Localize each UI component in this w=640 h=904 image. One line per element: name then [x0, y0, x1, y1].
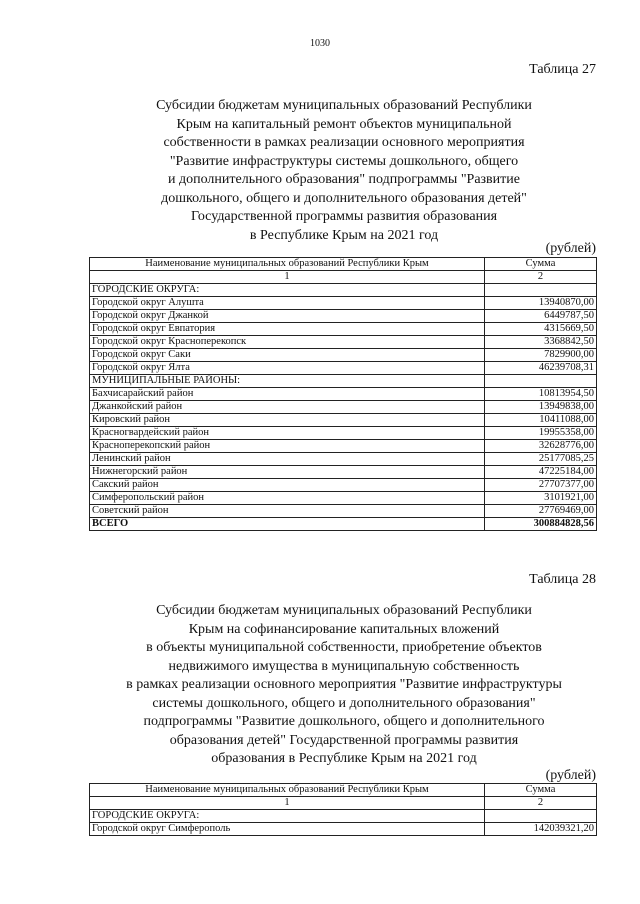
column-header-name: Наименование муниципальных образований Республики Крым — [90, 258, 485, 271]
title-line: дошкольного, общего и дополнительного образования детей" — [161, 190, 527, 206]
table-row — [90, 414, 597, 427]
title-line: образования детей" Государственной программы развития — [169, 732, 519, 748]
amount: 47225184,00 — [485, 466, 597, 479]
amount: 6449787,50 — [485, 310, 597, 323]
table-row — [90, 505, 597, 518]
title-line: в Республике Крым на 2021 год — [249, 227, 439, 243]
municipality-name: Сакский район — [90, 479, 485, 492]
table-row — [90, 310, 597, 323]
title-line: недвижимого имущества в муниципальную собственность — [168, 658, 520, 674]
table-row — [90, 427, 597, 440]
table-row — [90, 810, 597, 823]
table-row — [90, 323, 597, 336]
column-number-row — [90, 797, 597, 810]
column-header-sum: Сумма — [485, 258, 597, 271]
municipality-name: Красногвардейский район — [90, 427, 485, 440]
amount: 10813954,50 — [485, 388, 597, 401]
title-line: образования в Республике Крым на 2021 год — [211, 751, 477, 766]
municipality-name: МУНИЦИПАЛЬНЫЕ РАЙОНЫ: — [90, 375, 485, 388]
table-27-title — [90, 97, 598, 245]
municipality-name: Красноперекопский район — [90, 440, 485, 453]
table-27 — [89, 257, 597, 531]
table-row — [90, 375, 597, 388]
municipality-name: Советский район — [90, 505, 485, 518]
municipality-name: Городской округ Евпатория — [90, 323, 485, 336]
amount: 3368842,50 — [485, 336, 597, 349]
column-header-name: Наименование муниципальных образований Республики Крым — [90, 784, 485, 797]
municipality-name: Бахчисарайский район — [90, 388, 485, 401]
municipality-name: Городской округ Красноперекопск — [90, 336, 485, 349]
title-line: системы дошкольного, общего и дополнительного образования" — [152, 695, 536, 711]
table-row — [90, 440, 597, 453]
amount: 27769469,00 — [485, 505, 597, 518]
table-row — [90, 336, 597, 349]
municipality-name: Городской округ Алушта — [90, 297, 485, 310]
amount: 4315669,50 — [485, 323, 597, 336]
title-line: Субсидии бюджетам муниципальных образований Республики — [156, 98, 532, 113]
amount: 32628776,00 — [485, 440, 597, 453]
amount: 13949838,00 — [485, 401, 597, 414]
municipality-name: Кировский район — [90, 414, 485, 427]
title-line: в объекты муниципальной собственности, приобретение объектов — [146, 640, 542, 655]
municipality-name: Городской округ Джанкой — [90, 310, 485, 323]
table-28 — [89, 783, 597, 836]
amount: 13940870,00 — [485, 297, 597, 310]
amount: 46239708,31 — [485, 362, 597, 375]
title-line: Субсидии бюджетам муниципальных образований Республики — [156, 603, 532, 618]
table-row — [90, 401, 597, 414]
amount: 142039321,20 — [485, 823, 597, 836]
amount: 10411088,00 — [485, 414, 597, 427]
title-line: Крым на софинансирование капитальных вложений — [188, 621, 500, 637]
amount: 27707377,00 — [485, 479, 597, 492]
table-row — [90, 453, 597, 466]
title-line: подпрограммы "Развитие дошкольного, общего и дополнительного — [143, 714, 545, 729]
table-27-units: (рублей) — [545, 241, 596, 256]
title-line: в рамках реализации основного мероприятия "Развитие инфраструктуры — [126, 677, 562, 692]
table-28-units: (рублей) — [545, 768, 596, 783]
table-row — [90, 362, 597, 375]
title-line: "Развитие инфраструктуры системы дошкольного, общего — [169, 153, 519, 169]
title-line: Государственной программы развития образования — [190, 209, 498, 224]
column-number: 2 — [485, 797, 597, 810]
amount — [485, 375, 597, 388]
municipality-name: ГОРОДСКИЕ ОКРУГА: — [90, 284, 485, 297]
amount — [485, 810, 597, 823]
municipality-name: Городской округ Ялта — [90, 362, 485, 375]
table-header-row — [90, 784, 597, 797]
table-row — [90, 479, 597, 492]
amount: 3101921,00 — [485, 492, 597, 505]
table-header-row — [90, 258, 597, 271]
amount: 25177085,25 — [485, 453, 597, 466]
column-header-sum: Сумма — [485, 784, 597, 797]
table-row — [90, 466, 597, 479]
municipality-name: Городской округ Симферополь — [90, 823, 485, 836]
municipality-name: Нижнегорский район — [90, 466, 485, 479]
table-28-label: Таблица 28 — [529, 572, 596, 587]
table-row — [90, 388, 597, 401]
total-row — [90, 518, 597, 531]
municipality-name: Городской округ Саки — [90, 349, 485, 362]
page-number: 1030 — [310, 38, 330, 49]
table-row — [90, 349, 597, 362]
municipality-name: Ленинский район — [90, 453, 485, 466]
table-row — [90, 492, 597, 505]
amount: 19955358,00 — [485, 427, 597, 440]
column-number: 1 — [90, 797, 485, 810]
table-row — [90, 297, 597, 310]
municipality-name: Симферопольский район — [90, 492, 485, 505]
table-row — [90, 284, 597, 297]
title-line: собственности в рамках реализации основного мероприятия — [163, 135, 525, 150]
column-number: 2 — [485, 271, 597, 284]
table-27-label: Таблица 27 — [529, 62, 596, 77]
municipality-name: ВСЕГО — [90, 518, 485, 531]
column-number: 1 — [90, 271, 485, 284]
title-line: и дополнительного образования" подпрограммы "Развитие — [167, 172, 520, 187]
amount: 300884828,56 — [485, 518, 597, 531]
amount: 7829900,00 — [485, 349, 597, 362]
amount — [485, 284, 597, 297]
table-28-title — [90, 602, 598, 769]
municipality-name: Джанкойский район — [90, 401, 485, 414]
title-line: Крым на капитальный ремонт объектов муниципальной — [176, 116, 512, 132]
table-row — [90, 823, 597, 836]
municipality-name: ГОРОДСКИЕ ОКРУГА: — [90, 810, 485, 823]
column-number-row — [90, 271, 597, 284]
